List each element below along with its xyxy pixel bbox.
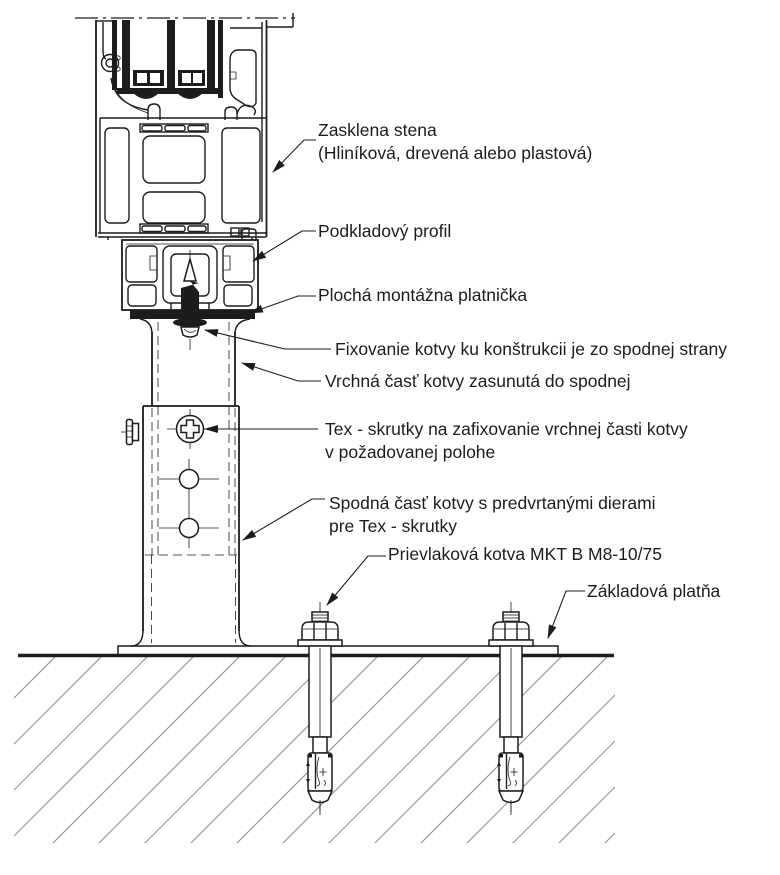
label-through-anchor: Prievlaková kotva MKT B M8-10/75 [388,544,662,564]
label-glazed-wall-line2: (Hliníková, drevená alebo plastová) [318,143,593,163]
label-upper-anchor: Vrchná časť kotvy zasunutá do spodnej [325,371,631,391]
glazing-unit [112,20,223,99]
ground-hatch [0,654,780,846]
side-screw [121,420,139,445]
fixing-screw [173,318,207,350]
label-glazed-wall-line1: Zasklena stena [318,120,437,140]
mounting-plate [130,310,255,319]
labels [318,120,727,601]
label-base-plate: Základová platňa [587,581,721,601]
anchor-bolt-left [298,602,342,815]
pre-drilled-holes [159,459,219,548]
base-plate [118,646,558,655]
label-tex-screws-line1: Tex - skrutky na zafixovanie vrchnej časti kotvy [325,419,688,439]
label-lower-anchor-line1: Spodná časť kotvy s predvrtanými dierami [329,493,656,513]
label-tex-screws-line2: v požadovanej polohe [325,442,496,462]
label-anchor-fixing: Fixovanie kotvy ku konštrukcii je zo spodnej strany [335,339,727,359]
sash-body [98,118,266,240]
label-lower-anchor-line2: pre Tex - skrutky [329,516,458,536]
label-mounting-plate: Plochá montážna platnička [318,285,528,305]
label-backing-profile: Podkladový profil [318,221,452,241]
channel-screw [181,250,199,316]
